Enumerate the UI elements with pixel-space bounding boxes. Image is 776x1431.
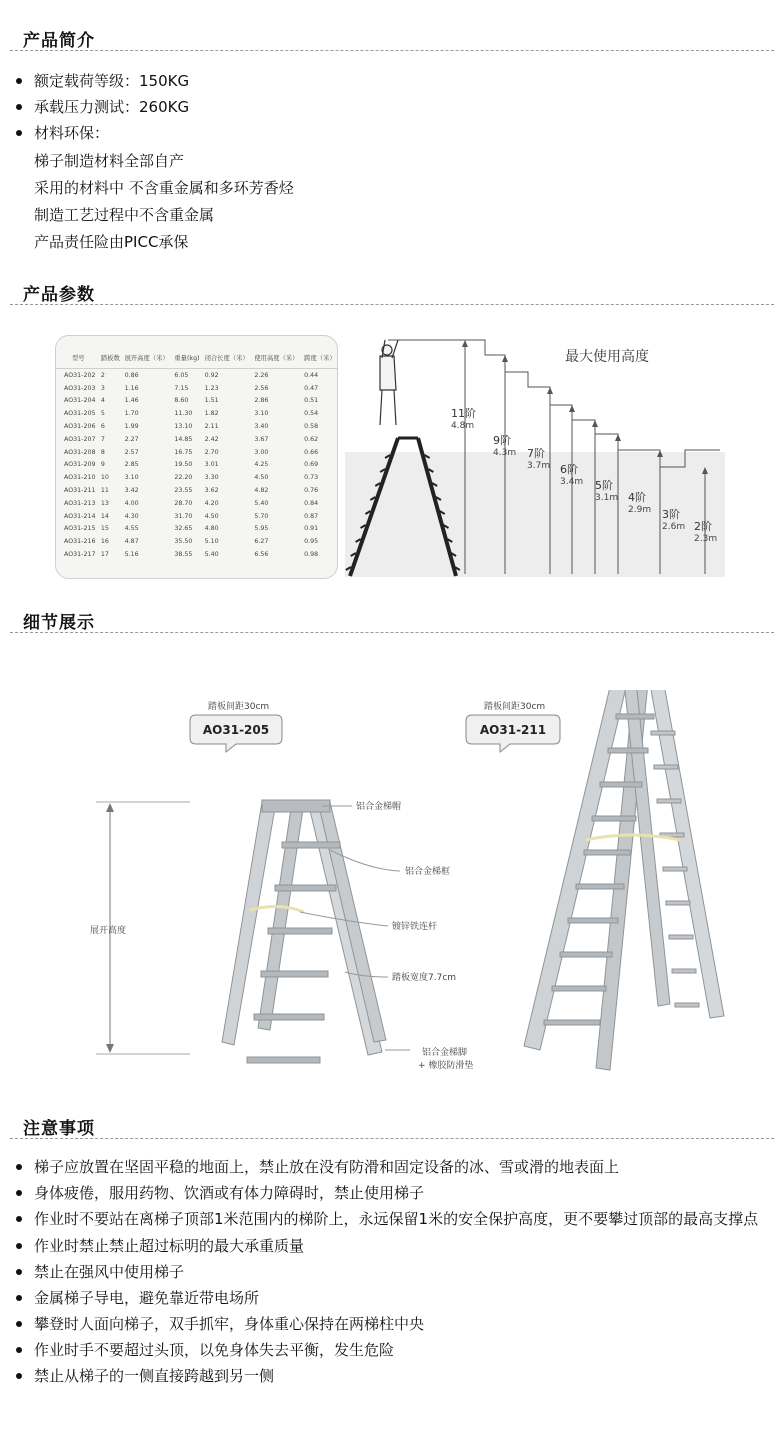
tread-spacing-label: 踏板间距30cm (208, 702, 270, 712)
table-cell: AO31-209 (64, 461, 96, 469)
table-cell: 4.00 (124, 499, 139, 507)
table-row (56, 382, 337, 395)
table-cell: 2.86 (254, 397, 269, 405)
intro-sub-line: 采用的材料中 不含重金属和多环芳香烃 (34, 179, 294, 197)
list-item: 金属梯子导电，避免靠近带电场所 (13, 1285, 773, 1311)
max-height-label: 2.6m (662, 522, 686, 532)
step-count-label: 6阶 (560, 463, 578, 476)
table-cell: 4.80 (204, 525, 219, 533)
table-cell: 0.66 (304, 448, 319, 456)
table-cell: 3.01 (204, 461, 219, 469)
table-cell: 0.92 (204, 371, 219, 379)
section-divider (10, 632, 774, 633)
model-label: AO31-205 (202, 723, 270, 737)
table-cell: 5 (100, 410, 105, 418)
table-cell: AO31-213 (64, 499, 96, 507)
table-cell: 4.25 (254, 461, 269, 469)
table-cell: 2.56 (254, 384, 269, 392)
step-count-label: 5阶 (595, 479, 613, 492)
table-cell: 4.50 (204, 512, 219, 520)
table-row (56, 471, 337, 484)
table-row (56, 510, 337, 523)
intro-sub-line: 梯子制造材料全部自产 (34, 152, 185, 170)
intro-sub-line: 制造工艺过程中不含重金属 (34, 206, 215, 224)
table-cell: AO31-203 (64, 384, 96, 392)
table-cell: AO31-202 (64, 371, 96, 379)
list-item: 作业时不要站在离梯子顶部1米范围内的梯阶上，永远保留1米的安全保护高度，更不要攀过顶部的最高支撑点 (13, 1206, 773, 1233)
table-cell: 14 (100, 512, 109, 520)
table-cell: 15 (100, 525, 109, 533)
table-cell: AO31-206 (64, 423, 96, 431)
max-height-label: 3.4m (560, 477, 584, 487)
bullet-icon (16, 1190, 22, 1196)
table-cell: AO31-214 (64, 512, 96, 520)
table-cell: 6 (100, 423, 105, 431)
list-item: 禁止在强风中使用梯子 (13, 1259, 773, 1285)
table-cell: 2.57 (124, 448, 139, 456)
table-header: 型号 (72, 354, 85, 362)
model-label: AO31-211 (479, 723, 547, 737)
table-cell: 7 (100, 435, 105, 443)
list-item: 材料环保： (13, 120, 189, 146)
table-row (56, 497, 337, 510)
table-cell: 19.50 (174, 461, 193, 469)
table-row (56, 535, 337, 548)
table-cell: 4.87 (124, 538, 139, 546)
arrow-up-icon (462, 340, 468, 347)
table-cell: 0.86 (124, 371, 139, 379)
bullet-icon (16, 1164, 22, 1170)
bullet-icon (16, 1243, 22, 1249)
table-cell: 2.11 (204, 423, 219, 431)
table-cell: 17 (100, 551, 109, 559)
table-cell: AO31-207 (64, 435, 96, 443)
table-cell: 23.55 (174, 487, 193, 495)
table-row (56, 407, 337, 420)
max-height-label: 4.8m (451, 421, 475, 431)
table-cell: 4.50 (254, 474, 269, 482)
max-height-label: 4.3m (493, 448, 517, 458)
tread-spacing-label: 踏板间距30cm (484, 702, 546, 712)
table-cell: 3.10 (254, 410, 269, 418)
table-cell: 0.98 (304, 551, 319, 559)
table-cell: 11 (100, 487, 109, 495)
table-cell: 2 (100, 371, 105, 379)
list-item: 作业时手不要超过头顶，以免身体失去平衡，发生危险 (13, 1337, 773, 1363)
table-cell: 11.30 (174, 410, 193, 418)
deploy-height-label: 展开高度 (90, 926, 127, 936)
table-cell: 1.99 (124, 423, 139, 431)
diagram-title: 最大使用高度 (565, 349, 649, 365)
table-cell: 3.62 (204, 487, 219, 495)
max-height-label: 3.7m (527, 461, 551, 471)
max-height-label: 2.9m (628, 505, 652, 515)
table-cell: 0.76 (304, 487, 319, 495)
table-cell: 1.23 (204, 384, 219, 392)
intro-list (13, 68, 189, 146)
list-item: 额定载荷等级：150KG (13, 68, 189, 94)
table-cell: 0.51 (304, 397, 319, 405)
section-title-params: 产品参数 (23, 285, 95, 305)
table-cell: 2.27 (124, 435, 139, 443)
bullet-icon (16, 1269, 22, 1275)
step-count-label: 11阶 (451, 407, 476, 420)
step-count-label: 9阶 (493, 434, 511, 447)
table-cell: 5.70 (254, 512, 269, 520)
table-cell: 2.42 (204, 435, 219, 443)
table-cell: 3.30 (204, 474, 219, 482)
callout-label: 铝合金梯框 (405, 867, 451, 877)
bullet-icon (16, 130, 22, 136)
detail-illustrations (0, 690, 776, 1085)
table-cell: 7.15 (174, 384, 189, 392)
table-cell: 3.67 (254, 435, 269, 443)
table-cell: 3.42 (124, 487, 139, 495)
table-cell: 10 (100, 474, 109, 482)
table-cell: 14.85 (174, 435, 193, 443)
table-cell: 0.84 (304, 499, 319, 507)
table-cell: 28.70 (174, 499, 193, 507)
table-cell: 5.40 (204, 551, 219, 559)
section-title-details: 细节展示 (23, 613, 95, 633)
step-count-label: 4阶 (628, 491, 646, 504)
table-cell: 0.47 (304, 384, 319, 392)
table-cell: AO31-217 (64, 551, 96, 559)
table-cell: AO31-208 (64, 448, 96, 456)
section-title-notes: 注意事项 (23, 1119, 95, 1139)
table-cell: 13 (100, 499, 109, 507)
table-cell: AO31-205 (64, 410, 96, 418)
bullet-icon (16, 1321, 22, 1327)
section-divider (10, 1138, 774, 1139)
table-header: 使用高度（米） (254, 354, 299, 362)
ladder-ao31-211 (524, 690, 724, 1070)
section-title-intro: 产品简介 (23, 31, 95, 51)
table-row (56, 395, 337, 408)
section-divider (10, 304, 774, 305)
table-header-row (56, 346, 337, 369)
bullet-icon (16, 1216, 22, 1222)
bullet-icon (16, 1295, 22, 1301)
arrow-up-icon (502, 355, 508, 362)
table-cell: 5.95 (254, 525, 269, 533)
table-cell: 35.50 (174, 538, 193, 546)
arrow-up-icon (615, 434, 621, 441)
table-cell: 2.26 (254, 371, 269, 379)
table-row (56, 548, 337, 561)
table-cell: AO31-211 (64, 487, 96, 495)
table-cell: 4.20 (204, 499, 219, 507)
table-header: 跨度（米） (304, 354, 336, 362)
table-cell: 0.58 (304, 423, 319, 431)
step-count-label: 2阶 (694, 520, 712, 533)
list-item: 承载压力测试：260KG (13, 94, 189, 120)
table-cell: 1.16 (124, 384, 139, 392)
table-row (56, 484, 337, 497)
step-count-label: 3阶 (662, 508, 680, 521)
table-cell: 0.73 (304, 474, 319, 482)
table-cell: 22.20 (174, 474, 193, 482)
table-cell: 0.87 (304, 512, 319, 520)
table-cell: 0.91 (304, 525, 319, 533)
intro-sub-lines (34, 148, 294, 256)
table-cell: 5.10 (204, 538, 219, 546)
table-cell: 5.16 (124, 551, 139, 559)
table-row (56, 459, 337, 472)
table-cell: 4.55 (124, 525, 139, 533)
table-header: 展开高度（米） (124, 354, 169, 362)
max-height-label: 2.3m (694, 534, 718, 544)
table-cell: 1.70 (124, 410, 139, 418)
table-cell: 1.82 (204, 410, 219, 418)
table-header: 闭合长度（米） (204, 354, 249, 362)
bullet-icon (16, 1347, 22, 1353)
table-cell: 3.40 (254, 423, 269, 431)
table-cell: AO31-204 (64, 397, 96, 405)
step-count-label: 7阶 (527, 447, 545, 460)
arrow-up-icon (592, 420, 598, 427)
callout-label: + 橡胶防滑垫 (418, 1061, 474, 1071)
table-cell: 0.95 (304, 538, 319, 546)
table-cell: 8 (100, 448, 105, 456)
table-cell: 1.46 (124, 397, 139, 405)
list-item: 攀登时人面向梯子，双手抓牢，身体重心保持在两梯柱中央 (13, 1311, 773, 1337)
table-row (56, 523, 337, 536)
table-cell: 16 (100, 538, 109, 546)
table-cell: AO31-210 (64, 474, 96, 482)
table-cell: 31.70 (174, 512, 193, 520)
table-cell: 5.40 (254, 499, 269, 507)
table-cell: 3.10 (124, 474, 139, 482)
table-row (56, 446, 337, 459)
intro-sub-line: 产品责任险由PICC承保 (34, 233, 189, 251)
bullet-icon (16, 78, 22, 84)
table-row (56, 420, 337, 433)
section-divider (10, 50, 774, 51)
table-cell: AO31-216 (64, 538, 96, 546)
notes-list (13, 1154, 773, 1389)
table-row (56, 369, 337, 382)
table-cell: 9 (100, 461, 105, 469)
table-cell: 38.55 (174, 551, 193, 559)
callout-label: 铝合金梯脚 (422, 1048, 468, 1058)
table-header: 重量(kg) (174, 354, 200, 362)
table-row (56, 433, 337, 446)
ladder-ao31-205 (222, 800, 386, 1063)
params-table (55, 335, 338, 579)
list-item: 禁止从梯子的一侧直接跨越到另一侧 (13, 1363, 773, 1389)
table-cell: 16.75 (174, 448, 193, 456)
person-icon (380, 340, 398, 425)
callout-label: 踏板宽度7.7cm (392, 973, 457, 983)
table-cell: 8.60 (174, 397, 189, 405)
table-cell: AO31-215 (64, 525, 96, 533)
bullet-icon (16, 1373, 22, 1379)
callout-label: 镀锌铁连杆 (392, 922, 438, 932)
max-height-label: 3.1m (595, 493, 619, 503)
table-cell: 4 (100, 397, 105, 405)
table-cell: 13.10 (174, 423, 193, 431)
table-header: 踏板数 (100, 354, 120, 362)
table-cell: 6.05 (174, 371, 189, 379)
table-cell: 0.54 (304, 410, 319, 418)
table-cell: 4.82 (254, 487, 269, 495)
table-cell: 4.30 (124, 512, 139, 520)
list-item: 梯子应放置在坚固平稳的地面上，禁止放在没有防滑和固定设备的冰、雪或滑的地表面上 (13, 1154, 773, 1180)
arrow-up-icon (569, 405, 575, 412)
arrow-up-icon (547, 387, 553, 394)
table-cell: 0.44 (304, 371, 319, 379)
table-cell: 0.69 (304, 461, 319, 469)
bullet-icon (16, 104, 22, 110)
list-item: 作业时禁止禁止超过标明的最大承重质量 (13, 1233, 773, 1259)
arrow-up-icon (106, 803, 114, 812)
list-item: 身体疲倦，服用药物、饮酒或有体力障碍时，禁止使用梯子 (13, 1180, 773, 1206)
table-cell: 0.62 (304, 435, 319, 443)
arrow-down-icon (106, 1044, 114, 1053)
table-cell: 6.56 (254, 551, 269, 559)
height-diagram (340, 330, 730, 582)
table-cell: 32.65 (174, 525, 193, 533)
table-cell: 3.00 (254, 448, 269, 456)
table-cell: 1.51 (204, 397, 219, 405)
table-cell: 2.70 (204, 448, 219, 456)
callout-label: 铝合金梯帽 (356, 802, 402, 812)
table-cell: 3 (100, 384, 105, 392)
table-cell: 6.27 (254, 538, 269, 546)
table-cell: 2.85 (124, 461, 139, 469)
